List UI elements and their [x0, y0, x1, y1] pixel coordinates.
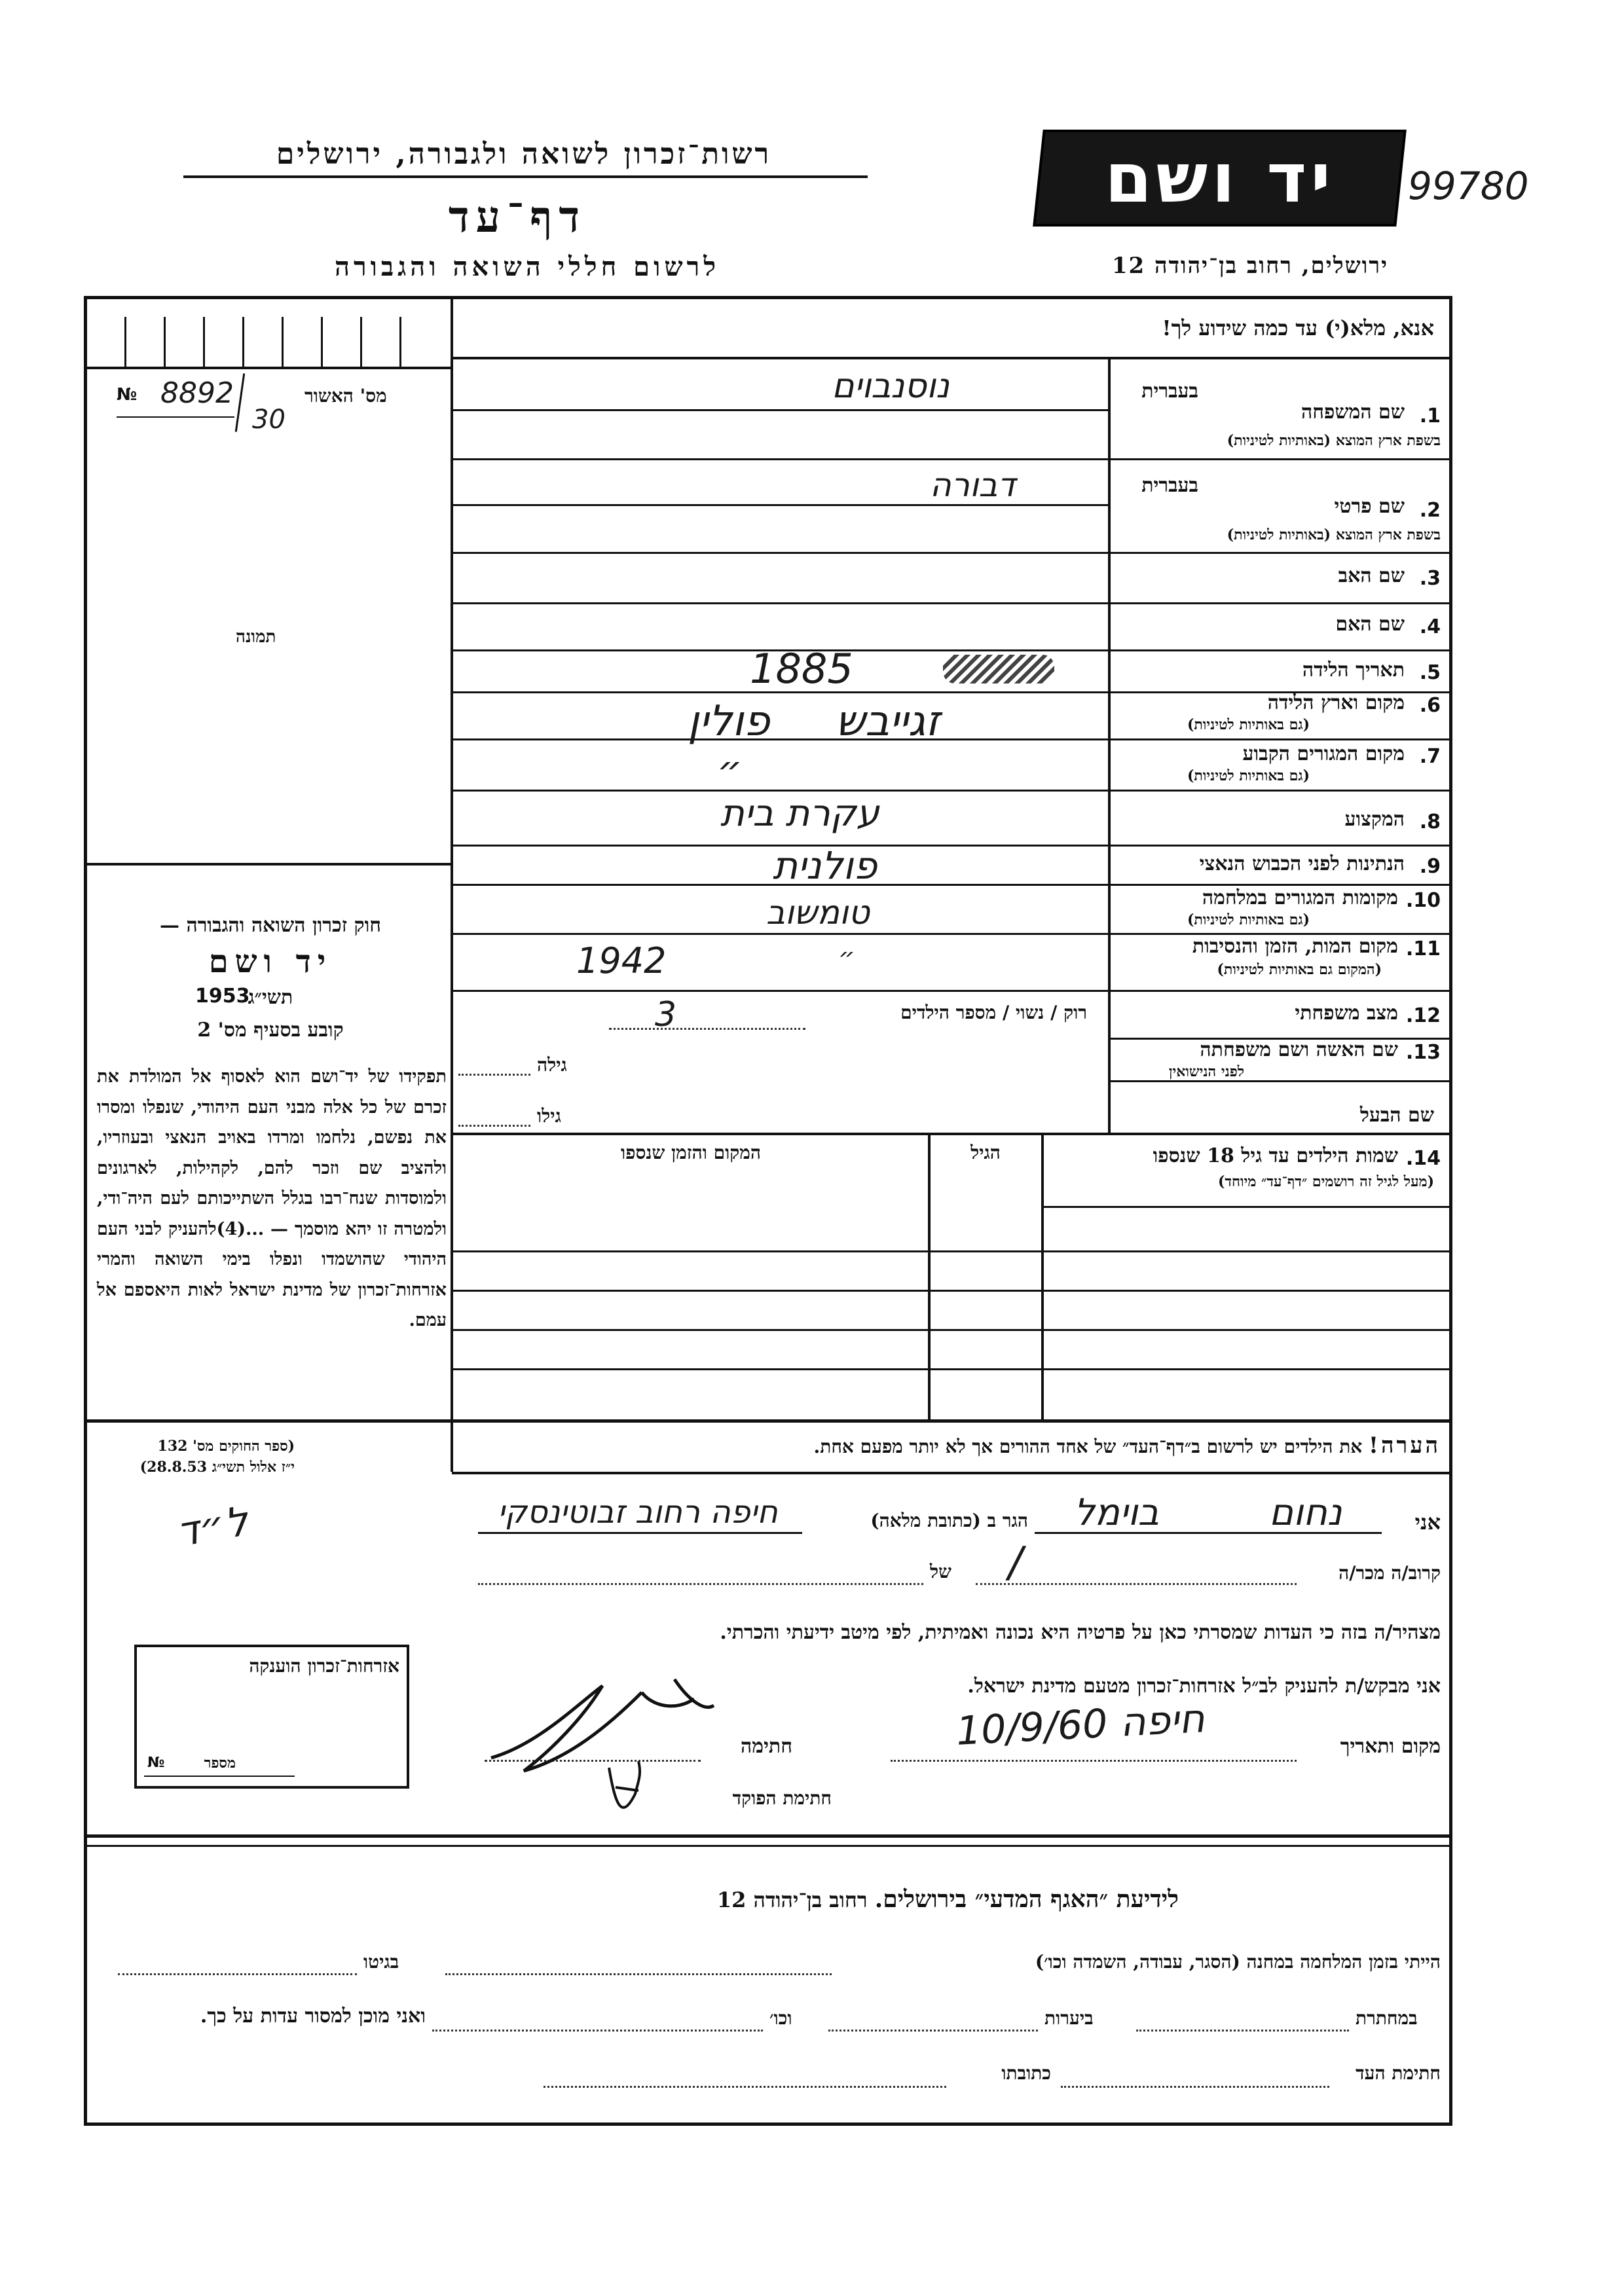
intro-text: אנא, מלא(י) עד כמה שידוע לך!: [1162, 316, 1434, 340]
f12-label: מצב משפחתי: [1295, 1002, 1398, 1025]
f8-value[interactable]: עקרת בית: [720, 792, 879, 835]
footer-row: [485, 1886, 1179, 1913]
note-label: הערה!: [1369, 1432, 1441, 1459]
header-address: ירושלים, רחוב בן־יהודה 12: [1111, 253, 1388, 279]
footer-address: רחוב בן־יהודה 12: [716, 1887, 868, 1912]
cert-suffix: 30: [252, 405, 286, 435]
f1-heb: בעברית: [1141, 380, 1198, 403]
org-name: רשות־זכרון לשואה ולגבורה, ירושלים: [276, 137, 772, 171]
footer-testify: ואני מוכן למסור עדות על כך.: [200, 2005, 426, 2028]
f4-num: 4.: [1419, 615, 1441, 638]
f6-sub: (גם באותיות לטיניות): [1187, 716, 1310, 733]
law-block: [97, 911, 444, 1046]
law-section: קובע בסעיף מס' 2: [197, 1019, 344, 1042]
f2-value[interactable]: דבורה: [930, 466, 1016, 504]
children-col-place: המקום והזמן שנספו: [621, 1142, 761, 1163]
f11-sub: (המקום גם באותיות לטיניות): [1217, 961, 1382, 978]
f5-strikeout: [943, 655, 1054, 683]
relation-slash: /: [1008, 1539, 1023, 1587]
f10-num: 10.: [1405, 889, 1441, 912]
f10-value[interactable]: טומשוב: [766, 894, 870, 932]
address-value-cont: ל״ד: [173, 1497, 252, 1556]
f10-sub: (גם באותיות לטיניות): [1187, 911, 1310, 928]
officer-signature: [602, 1755, 648, 1827]
f7-num: 7.: [1419, 745, 1441, 768]
address-label: הגר ב (כתובת מלאה): [870, 1510, 1028, 1531]
footer-address-label: כתובתו: [1001, 2062, 1051, 2084]
f6-num: 6.: [1419, 694, 1441, 717]
f11-label: מקום המות, הזמן והנסיבות: [1192, 935, 1398, 958]
photo-box: [84, 367, 452, 866]
f9-num: 9.: [1419, 855, 1441, 878]
husband-label: שם הבעל: [1359, 1104, 1434, 1127]
law-ref1: (ספר החוקים מס' 132: [157, 1438, 295, 1455]
f2-sub: בשפת ארץ המוצא (באותיות לטיניות): [1227, 526, 1441, 543]
address-value[interactable]: חיפה רחוב זבוטינסקי: [498, 1494, 778, 1531]
f5-label: תאריך הלידה: [1302, 659, 1405, 682]
f7-sub: (גם באותיות לטיניות): [1187, 767, 1310, 784]
officer-label: חתימת הפוקד: [732, 1787, 832, 1809]
law-year-heb: תשי״ג: [248, 986, 293, 1009]
f3-num: 3.: [1419, 567, 1441, 590]
f6-label: מקום וארץ הלידה: [1267, 691, 1405, 714]
cert-label: מס' האשור: [304, 385, 387, 407]
citizenship-box-label: אזרחות־זכרון הוענקה: [249, 1655, 399, 1677]
husband-age-label: גילו: [537, 1105, 561, 1127]
of-label: של: [930, 1561, 951, 1582]
f9-value[interactable]: פולנית: [773, 843, 877, 888]
f1-sub: בשפת ארץ המוצא (באותיות לטיניות): [1227, 432, 1441, 449]
number-label: מספר: [204, 1755, 236, 1772]
f4-label: שם האם: [1335, 613, 1405, 636]
law-year: 1953: [195, 985, 250, 1008]
f1-value[interactable]: נוסנבוים: [832, 367, 950, 406]
law-year-row: [97, 983, 444, 1012]
f12-num: 12.: [1405, 1004, 1441, 1027]
f7-value[interactable]: ״: [717, 748, 743, 793]
f10-label: מקומות המגורים במלחמה: [1202, 886, 1398, 909]
f12-options: רוק / נשוי / מספר הילדים: [900, 1002, 1087, 1023]
signature-label: חתימה: [741, 1735, 792, 1758]
children-num: 14.: [1405, 1147, 1441, 1170]
f12-value[interactable]: 3: [655, 995, 677, 1034]
f5-num: 5.: [1419, 661, 1441, 684]
f2-label: שם פרטי: [1334, 495, 1405, 518]
f7-label: מקום המגורים הקבוע: [1242, 742, 1405, 765]
children-title: שמות הילדים עד גיל 18 שנספו: [1153, 1144, 1398, 1167]
children-col-age: הגיל: [970, 1142, 1001, 1163]
photo-label: תמונה: [236, 627, 276, 647]
f8-label: המקצוע: [1344, 808, 1405, 831]
cert-prefix: №: [117, 385, 138, 405]
declarant-name[interactable]: נחום בוימל: [1074, 1491, 1342, 1534]
law-ref2: י״ז אלול תשי״ג 28.8.53): [139, 1459, 295, 1476]
f6-value[interactable]: זגייבש פולין: [688, 697, 940, 746]
relation-label: קרוב/ה מכר/ה: [1338, 1562, 1441, 1584]
children-subtitle: (מעל לגיל זה רושמים ״דף־עד״ מיוחד): [1217, 1173, 1434, 1190]
f13-age-label: גילה: [537, 1054, 567, 1076]
cert-number: 8892: [160, 376, 234, 410]
f13-label: שם האשה ושם משפחתה: [1200, 1038, 1398, 1061]
footer-etc: וכו׳: [769, 2007, 792, 2029]
law-name: יד ושם: [208, 943, 333, 980]
footer-ghetto: בגיטו: [363, 1951, 399, 1973]
f9-label: הנתינות לפני הכבוש הנאצי: [1199, 852, 1405, 875]
logo-text: יד ושם: [1105, 138, 1335, 218]
f1-label: שם המשפחה: [1301, 401, 1405, 424]
declare-text: מצהיר/ה בזה כי העדות שמסרתי כאן על פרטיה היא נכונה ואמיתית, לפי מיטב ידיעתי והכרתי.: [720, 1621, 1441, 1644]
law-title: חוק זכרון השואה והגבורה —: [160, 914, 381, 937]
request-text: אני מבקש/ת להעניק לב״ל אזרחות־זכרון מטעם מדינת ישראל.: [967, 1675, 1441, 1698]
f2-heb: בעברית: [1141, 474, 1198, 497]
f3-label: שם האב: [1338, 564, 1405, 587]
f11-value[interactable]: 1942: [576, 940, 667, 981]
f2-num: 2.: [1419, 499, 1441, 522]
f11-num: 11.: [1405, 938, 1441, 960]
footer-title: לידיעת ״האגף המדעי״ בירושלים.: [874, 1886, 1179, 1913]
footer-underground: במחתרת: [1356, 2007, 1418, 2029]
f1-num: 1.: [1419, 405, 1441, 428]
footer-line1: הייתי בזמן המלחמה במחנה (הסגר, עבודה, השמדה וכו׳): [1035, 1951, 1441, 1973]
ani-label: אני: [1414, 1510, 1441, 1535]
f11-quote: ״: [838, 943, 855, 973]
org-underline: [183, 175, 868, 178]
number-prefix: №: [147, 1755, 165, 1771]
footer-witness-sig: חתימת העד: [1356, 2062, 1441, 2084]
form-subtitle: לרשום חללי השואה והגבורה: [334, 251, 720, 282]
f13-num: 13.: [1405, 1041, 1441, 1064]
place-date-value[interactable]: חיפה 10/9/60: [955, 1696, 1206, 1755]
yad-vashem-logo: [1033, 130, 1407, 227]
form-title: דף־עד: [448, 191, 587, 242]
note-row: [458, 1432, 1441, 1459]
place-date-label: מקום ותאריך: [1340, 1735, 1441, 1758]
f13-sub: לפני הנישואין: [1168, 1063, 1244, 1080]
note-text: את הילדים יש לרשום ב״דף־העד״ של אחד ההורים אך לא יותר מפעם אחת.: [813, 1436, 1363, 1457]
f8-num: 8.: [1419, 811, 1441, 833]
f5-value[interactable]: 1885: [750, 645, 853, 693]
footer-forests: ביערות: [1044, 2007, 1094, 2029]
law-text: תפקידו של יד־ושם הוא לאסוף אל המולדת את זכרם של כל אלה מבני העם היהודי, שנפלו ומסרו את נפשם, נלחמו ומרדו באויב הנאצי ובעוזריו, ולהציב שם וזכר להם, לקהילות, לארגונים ולמוסדות שנח־רבו בגלל השתייכותם לעם היה־ודי, ולמטרה זו יהא מוסמך — ...(4)להעניק לבני העם היהודי שהושמדו ונפלו בימי השואה והמרי אזרחות־זכרון של מדינת ישראל לאות היאספם אל עמם.: [97, 1066, 447, 1330]
archive-number: 99780: [1408, 164, 1529, 208]
